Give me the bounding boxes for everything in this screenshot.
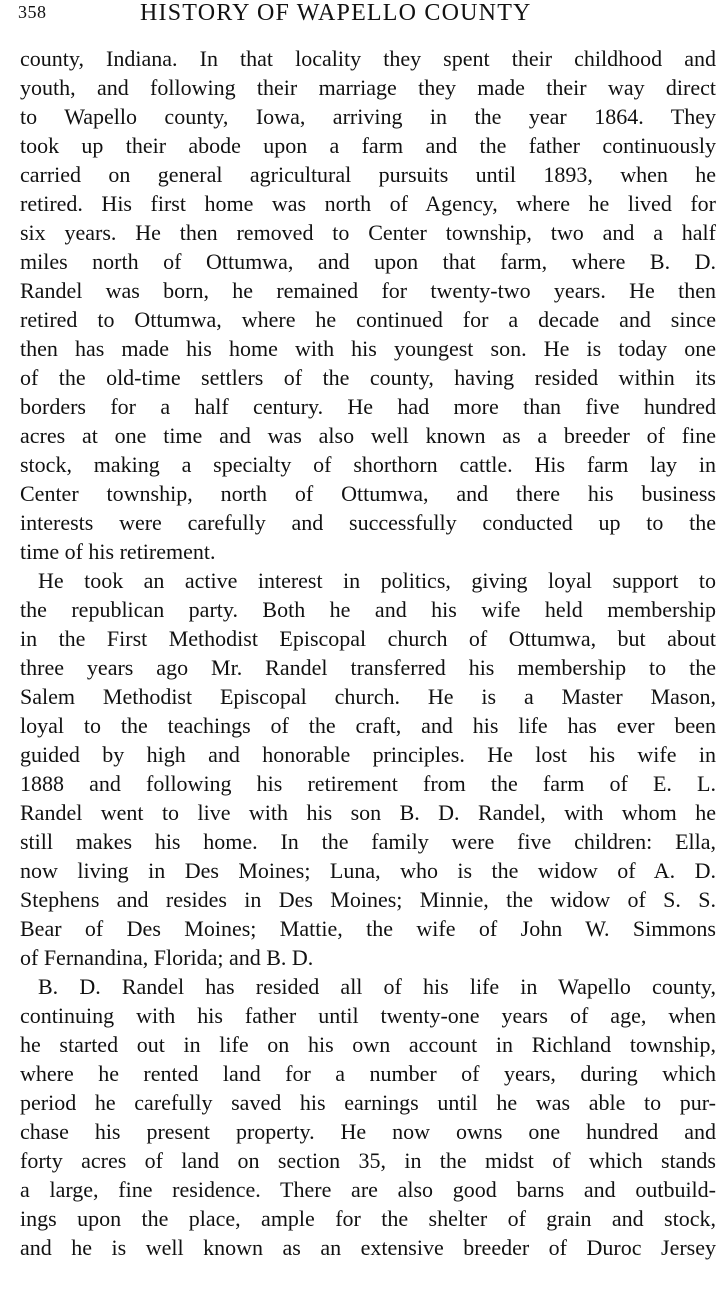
text-line: now living in Des Moines; Luna, who is the widow of A. D. [20,858,716,883]
text-line: the republican party. Both he and his wife held membership [20,597,716,622]
paragraph [20,44,716,566]
text-line: Center township, north of Ottumwa, and there his business [20,481,716,506]
text-line: still makes his home. In the family were five children: Ella, [20,829,716,854]
text-line: to Wapello county, Iowa, arriving in the year 1864. They [20,104,716,129]
text-line: retired to Ottumwa, where he continued for a decade and since [20,307,716,332]
text-line: retired. His first home was north of Agency, where he lived for [20,191,716,216]
text-line: loyal to the teachings of the craft, and his life has ever been [20,713,716,738]
text-line: Randel was born, he remained for twenty-two years. He then [20,278,716,303]
text-line: borders for a half century. He had more than five hundred [20,394,716,419]
paragraph [20,972,716,1262]
text-line: six years. He then removed to Center township, two and a half [20,220,716,245]
text-line: of Fernandina, Florida; and B. D. [20,945,314,970]
text-line: a large, fine residence. There are also good barns and outbuild- [20,1177,716,1202]
page-header [0,0,726,34]
text-line: Stephens and resides in Des Moines; Minnie, the widow of S. S. [20,887,716,912]
text-line: interests were carefully and successfully conducted up to the [20,510,716,535]
text-line: where he rented land for a number of years, during which [20,1061,716,1086]
text-line: period he carefully saved his earnings until he was able to pur- [20,1090,716,1115]
text-line: forty acres of land on section 35, in the midst of which stands [20,1148,716,1173]
text-line: chase his present property. He now owns one hundred and [20,1119,716,1144]
text-line: and he is well known as an extensive breeder of Duroc Jersey [20,1235,716,1260]
text-line: ings upon the place, ample for the shelter of grain and stock, [20,1206,716,1231]
text-line: time of his retirement. [20,539,216,564]
paragraph [20,566,716,972]
page-number: 358 [18,2,47,22]
text-line: took up their abode upon a farm and the father continuously [20,133,716,158]
text-line: He took an active interest in politics, giving loyal support to [38,568,716,593]
text-line: acres at one time and was also well known as a breeder of fine [20,423,716,448]
text-line: county, Indiana. In that locality they spent their childhood and [20,46,716,71]
text-line: continuing with his father until twenty-one years of age, when [20,1003,716,1028]
text-line: Salem Methodist Episcopal church. He is a Master Mason, [20,684,716,709]
text-line: carried on general agricultural pursuits until 1893, when he [20,162,716,187]
text-line: in the First Methodist Episcopal church of Ottumwa, but about [20,626,716,651]
text-line: guided by high and honorable principles. He lost his wife in [20,742,716,767]
text-line: 1888 and following his retirement from the farm of E. L. [20,771,716,796]
text-line: Bear of Des Moines; Mattie, the wife of John W. Simmons [20,916,716,941]
text-line: miles north of Ottumwa, and upon that farm, where B. D. [20,249,716,274]
text-line: stock, making a specialty of shorthorn cattle. His farm lay in [20,452,716,477]
text-line: B. D. Randel has resided all of his life in Wapello county, [38,974,716,999]
text-line: he started out in life on his own account in Richland township, [20,1032,716,1057]
running-head: HISTORY OF WAPELLO COUNTY [140,0,532,26]
text-line: then has made his home with his youngest son. He is today one [20,336,716,361]
text-line: Randel went to live with his son B. D. Randel, with whom he [20,800,716,825]
text-line: youth, and following their marriage they made their way direct [20,75,716,100]
body-text [20,44,716,1262]
text-line: of the old-time settlers of the county, having resided within its [20,365,716,390]
text-line: three years ago Mr. Randel transferred his membership to the [20,655,716,680]
